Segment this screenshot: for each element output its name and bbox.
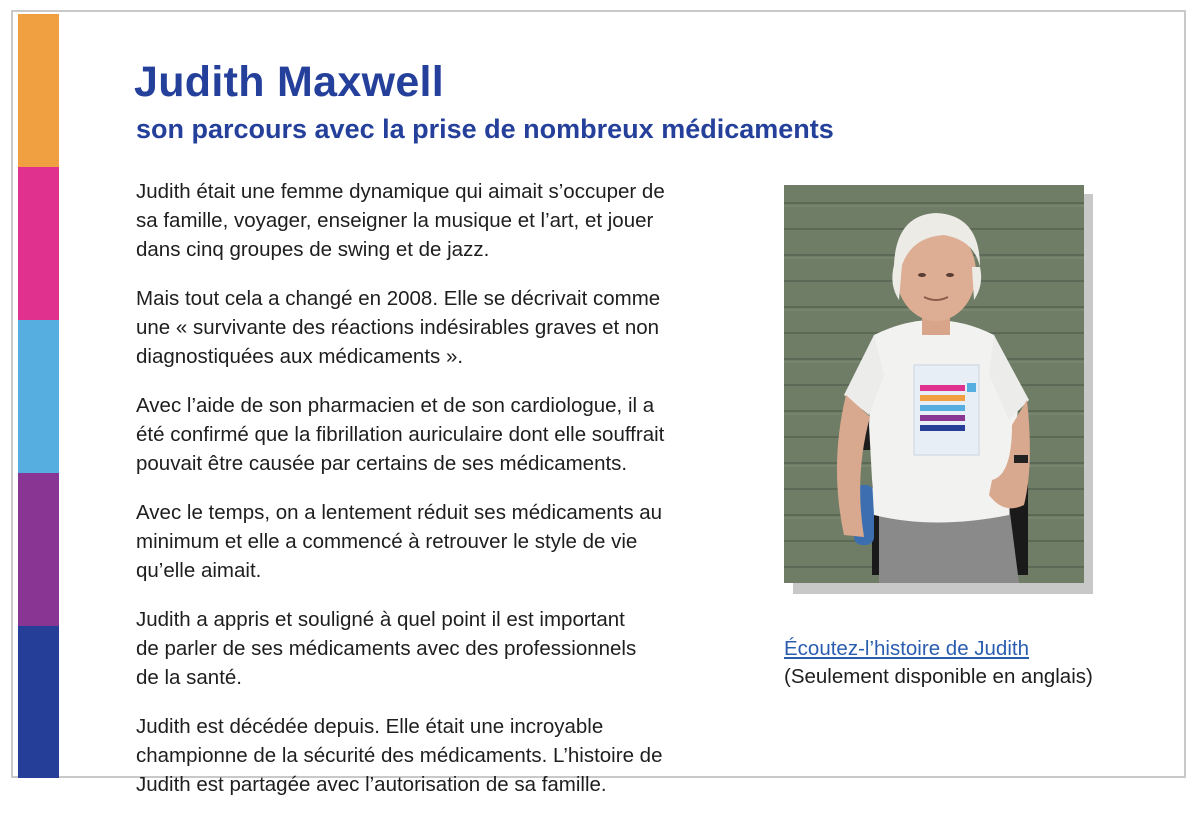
paragraph-3: Avec l’aide de son pharmacien et de son cardiologue, il a été confirmé que la fibrillation auriculaire dont elle souffrait pouvait être causée par certains de ses médicaments. (136, 394, 665, 475)
color-stripe-bar (18, 14, 59, 778)
stripe-orange (18, 14, 59, 167)
stripe-purple (18, 473, 59, 626)
stripe-light-blue (18, 320, 59, 473)
stripe-pink (18, 167, 59, 320)
listen-story-link[interactable]: Écoutez-l’histoire de Judith (784, 637, 1029, 660)
judith-photo (784, 185, 1084, 583)
page-subtitle: son parcours avec la prise de nombreux médicaments (136, 114, 834, 144)
stripe-dark-blue (18, 626, 59, 778)
paragraph-1: Judith était une femme dynamique qui aimait s’occuper de sa famille, voyager, enseigner la musique et l’art, et jouer dans cinq groupes de swing et de jazz. (136, 180, 665, 261)
page-title: Judith Maxwell (134, 58, 445, 106)
paragraph-2: Mais tout cela a changé en 2008. Elle se décrivait comme une « survivante des réactions indésirables graves et non diagnostiquées aux médicaments ». (136, 287, 661, 368)
availability-note: (Seulement disponible en anglais) (784, 665, 1093, 688)
paragraph-5: Judith a appris et souligné à quel point il est important de parler de ses médicaments avec des professionnels de la santé. (136, 608, 637, 689)
paragraph-6: Judith est décédée depuis. Elle était une incroyable championne de la sécurité des médicaments. L’histoire de Judith est partagée avec l’autorisation de sa famille. (136, 715, 663, 796)
paragraph-4: Avec le temps, on a lentement réduit ses médicaments au minimum et elle a commencé à retrouver le style de vie qu’elle aimait. (136, 501, 663, 582)
story-text (136, 177, 746, 819)
